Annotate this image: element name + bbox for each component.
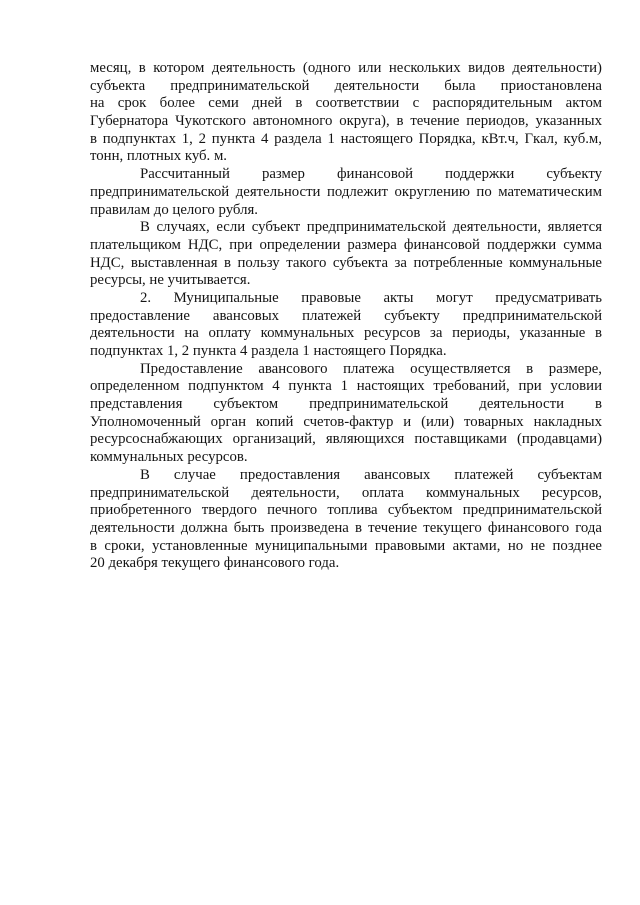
text-line: В случаях, если субъект предпринимательской деятельности, является [140,219,602,236]
text-line: ресурсоснабжающих организаций, являющихся поставщиками (продавцами) [90,431,602,448]
paragraph [90,361,602,467]
text-line: подпунктах 1, 2 пункта 4 раздела 1 настоящего Порядка. [90,343,447,359]
text-line: Предоставление авансового платежа осуществляется в размере, [140,360,602,377]
text-line: плательщиком НДС, при определении размера финансовой поддержки сумма [90,236,602,253]
text-line: 20 декабря текущего финансового года. [90,555,340,572]
text-line: В случае предоставления авансовых платежей субъектам [140,466,602,483]
text-line: субъекта предпринимательской деятельности была приостановлена [90,77,602,94]
text-line: Губернатора Чукотского автономного округа), в течение периодов, указанных [90,113,602,130]
text-line: деятельности должна быть произведена в течение текущего финансового года [90,519,602,536]
text-line: представления субъектом предпринимательской деятельности в [90,396,602,413]
text-line: предоставление авансовых платежей субъекту предпринимательской [90,307,602,324]
text-line: 2. Муниципальные правовые акты могут предусматривать [140,289,602,306]
text-line: в подпунктах 1, 2 пункта 4 раздела 1 настоящего Порядка, кВт.ч, Гкал, куб.м, [90,130,602,147]
text-line: коммунальных ресурсов. [90,449,248,466]
text-line: тонн, плотных куб. м. [90,148,228,165]
document-body [90,60,602,573]
text-line: на срок более семи дней в соответствии с распорядительным актом [90,95,602,112]
text-line: НДС, выставленная в пользу такого субъекта за потребленные коммунальные [90,254,602,271]
text-line: Рассчитанный размер финансовой поддержки субъекту [140,166,602,183]
paragraph [90,166,602,219]
paragraph [90,467,602,573]
paragraph [90,60,602,166]
text-line: деятельности на оплату коммунальных ресурсов за периоды, указанные в [90,325,602,342]
text-line: в сроки, установленные муниципальными правовыми актами, но не позднее [90,537,602,554]
text-line: предпринимательской деятельности подлежит округлению по математическим [90,183,602,200]
text-line: правилам до целого рубля. [90,201,258,218]
text-line: предпринимательской деятельности, оплата коммунальных ресурсов, [90,484,602,501]
paragraph [90,290,602,361]
text-line: месяц, в котором деятельность (одного или нескольких видов деятельности) [90,60,602,76]
text-line: Уполномоченный орган копий счетов-фактур и (или) товарных накладных [90,413,602,430]
paragraph [90,219,602,290]
text-line: определенном подпунктом 4 пункта 1 настоящих требований, при условии [90,378,602,395]
text-line: ресурсы, не учитывается. [90,272,251,289]
text-line: приобретенного твердого печного топлива субъектом предпринимательской [90,502,602,519]
